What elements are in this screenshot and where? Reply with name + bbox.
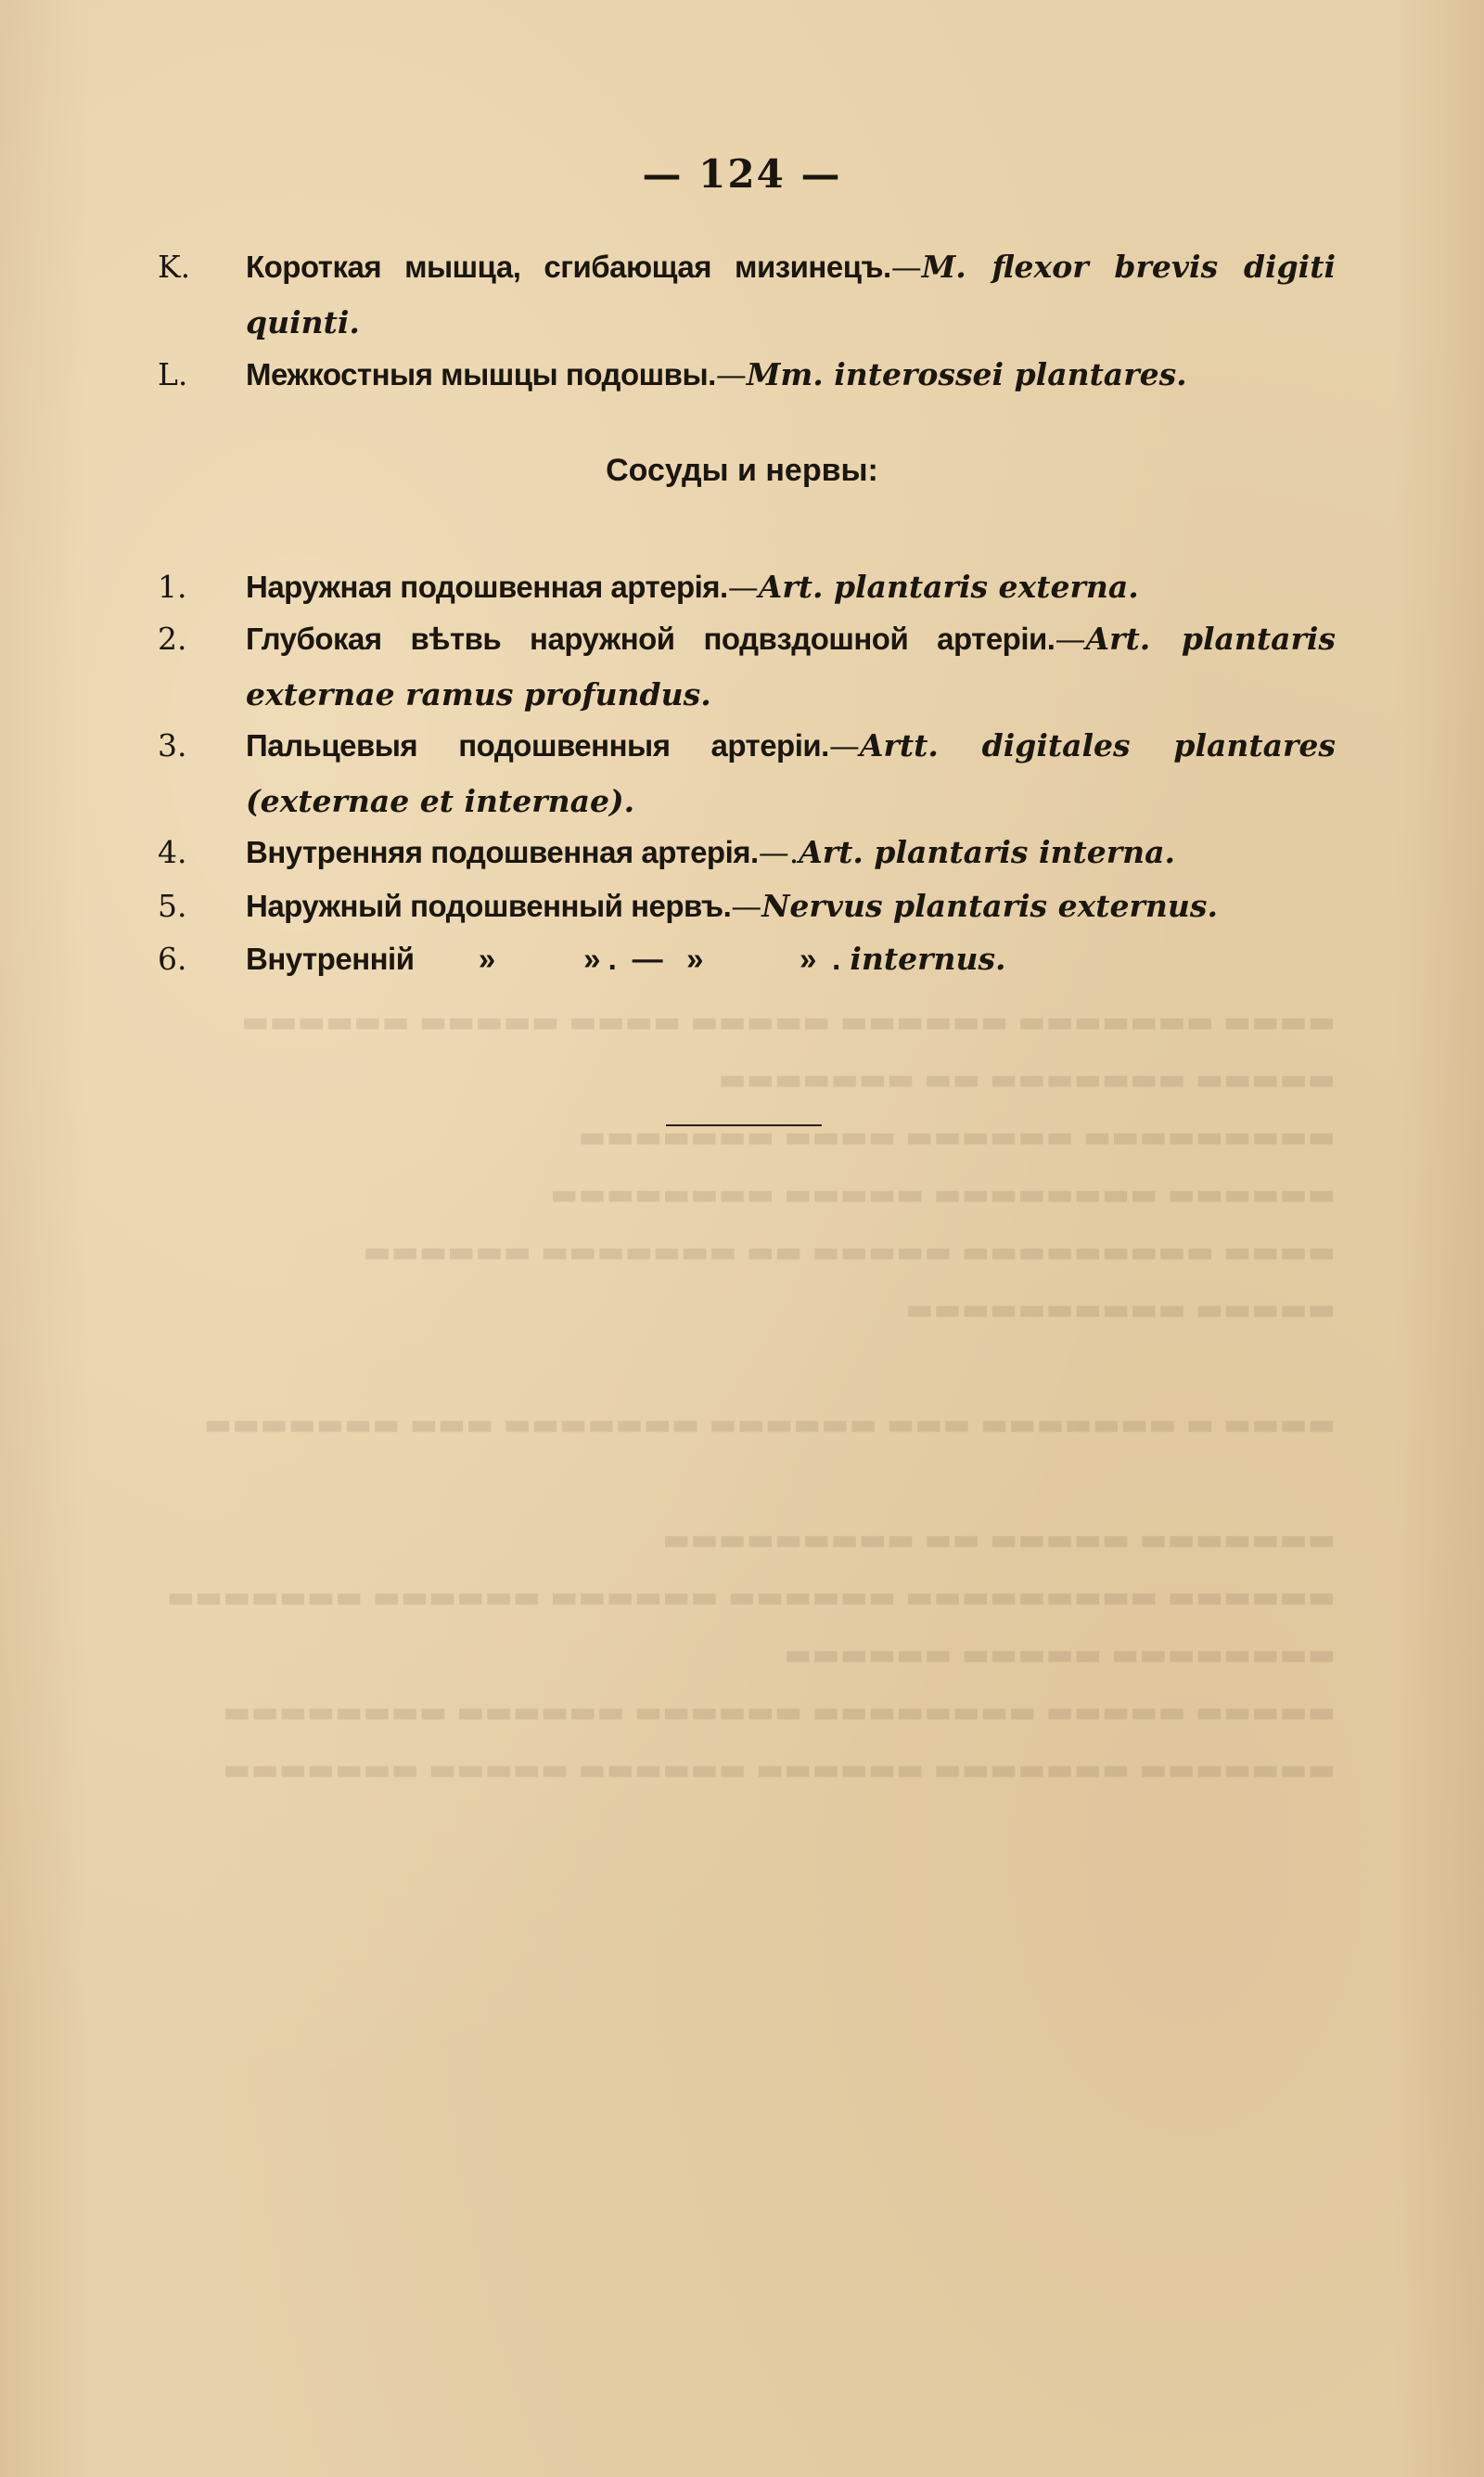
russian-term: Пальцевыя подошвенныя артеріи. <box>246 728 829 763</box>
russian-term: Внутренняя подошвенная артерія. <box>246 835 759 869</box>
item-marker: 3. <box>158 727 187 764</box>
dash-separator: — <box>715 356 747 392</box>
dash-separator: — <box>828 727 860 764</box>
list-item <box>158 879 1336 934</box>
item-body <box>246 825 1336 880</box>
latin-term: Mm. interossei plantares. <box>746 356 1187 392</box>
list-item <box>158 239 1336 351</box>
latin-term: internus. <box>850 941 1006 977</box>
list-item <box>158 718 1336 829</box>
section-heading: Сосуды и нервы: <box>606 453 878 488</box>
list-item <box>158 931 1336 987</box>
latin-term: Art. plantaris externae ramus profundus. <box>246 621 1336 712</box>
bleed-through-texture: ▬▬▬▬ ▬▬▬▬▬▬▬ ▬▬▬▬▬▬ ▬▬▬▬▬ ▬▬▬▬ ▬▬▬▬▬ ▬▬▬▬▬▬ ▬▬▬▬▬ ▬▬▬▬▬▬▬ ▬▬ ▬▬▬▬▬▬▬ ▬▬▬▬▬▬▬▬▬ ▬▬▬▬▬▬ ▬▬▬▬ ▬▬▬▬▬▬▬ ▬▬▬▬▬▬ ▬▬▬▬▬▬▬▬ ▬▬▬▬▬ ▬▬▬▬▬▬▬▬ ▬▬▬▬ ▬▬▬▬▬▬▬▬▬ ▬▬▬▬▬ ▬▬ ▬▬▬▬▬▬▬ ▬▬▬▬▬▬ ▬▬▬▬▬ ▬▬▬▬▬▬▬▬▬▬ ▬▬▬▬ ▬ ▬▬▬▬▬▬▬ ▬▬▬ ▬▬▬▬▬▬ ▬▬▬▬▬▬▬ ▬▬▬ ▬▬▬▬▬▬▬ ▬▬▬▬▬▬▬ ▬▬▬▬▬ ▬▬ ▬▬▬▬▬▬▬▬▬ ▬▬▬▬▬▬ ▬▬▬▬▬▬▬▬▬ ▬▬▬▬▬▬ ▬▬▬▬▬▬ ▬▬▬▬▬▬ ▬▬▬▬▬▬▬ ▬▬▬▬▬▬▬▬ ▬▬▬▬▬ ▬▬▬▬▬▬ ▬▬▬▬▬ ▬▬▬▬▬ ▬▬▬▬▬▬▬▬ ▬▬▬▬▬▬ ▬▬▬▬▬▬ ▬▬▬▬▬▬▬▬ ▬▬▬▬▬▬▬ ▬▬▬▬▬▬▬ ▬▬▬▬▬▬ ▬▬▬▬▬▬ ▬▬▬▬▬ ▬▬▬▬▬▬▬ <box>166 1004 1336 1787</box>
latin-term: Artt. digitales plantares (externae et internae). <box>246 727 1336 819</box>
latin-term: Art. plantaris interna. <box>799 834 1176 870</box>
list-item <box>158 559 1336 615</box>
russian-term: Внутренній » » . — » » . <box>246 942 840 976</box>
item-body <box>246 559 1336 615</box>
latin-term: Nervus plantaris externus. <box>761 888 1218 924</box>
item-marker: 2. <box>158 621 187 657</box>
item-body <box>246 879 1336 934</box>
list-item <box>158 611 1336 723</box>
russian-term: Наружный подошвенный нервъ. <box>246 889 732 923</box>
dash-separator: — <box>1055 621 1086 657</box>
item-body <box>246 931 1336 987</box>
russian-term: Наружная подошвенная артерія. <box>246 570 728 604</box>
item-marker: 4. <box>158 834 187 870</box>
item-marker: 6. <box>158 941 187 977</box>
latin-term: M. flexor brevis digiti quinti. <box>246 249 1336 340</box>
dash-separator: — <box>731 888 762 924</box>
item-body <box>246 239 1336 351</box>
item-marker: K. <box>158 249 191 285</box>
latin-term: Art. plantaris externa. <box>758 569 1139 605</box>
russian-term: Межкостныя мышцы подошвы. <box>246 357 716 391</box>
item-body <box>246 611 1336 723</box>
list-item <box>158 825 1336 880</box>
dash-separator: —. <box>758 834 800 870</box>
item-marker: 1. <box>158 569 187 605</box>
item-body <box>246 347 1336 403</box>
dash-separator: — <box>890 249 922 285</box>
list-item <box>158 347 1336 403</box>
section-divider <box>666 1124 822 1126</box>
item-body <box>246 718 1336 829</box>
russian-term: Глубокая вѣтвь наружной подвздошной артеріи. <box>246 622 1055 656</box>
page-number: — 124 — <box>642 151 842 197</box>
item-marker: 5. <box>158 888 187 924</box>
item-marker: L. <box>158 356 188 392</box>
russian-term: Короткая мышца, сгибающая мизинецъ. <box>246 250 891 284</box>
dash-separator: — <box>727 569 759 605</box>
